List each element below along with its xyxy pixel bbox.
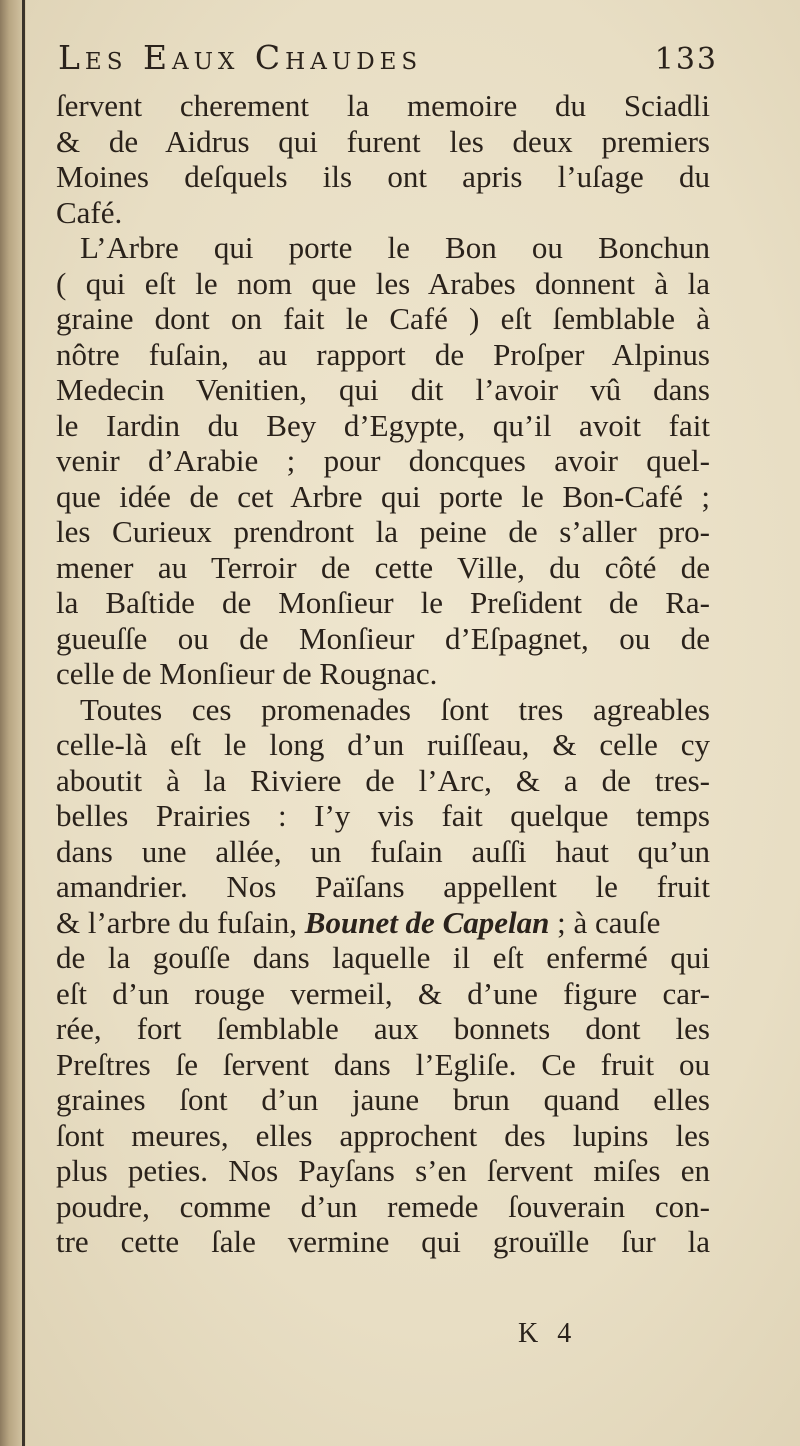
text-line: Moines deſquels ils ont apris l’uſage du — [56, 159, 710, 194]
text-line: la Baſtide de Monſieur le Preſident de Ra- — [56, 585, 710, 620]
text-line: rée, fort ſemblable aux bonnets dont les — [56, 1011, 710, 1046]
text-segment: ; à cauſe — [557, 904, 661, 940]
text-line-mixed — [56, 905, 710, 941]
text-segment: & l’arbre du fuſain, — [56, 904, 298, 940]
text-line: amandrier. Nos Païſans appellent le fruit — [56, 869, 710, 904]
text-line: & de Aidrus qui furent les deux premiers — [56, 123, 710, 159]
text-line: Café. — [56, 194, 123, 230]
text-line: gueuſſe ou de Monſieur d’Eſpagnet, ou de — [56, 620, 710, 656]
text-line: graine dont on fait le Café ) eſt ſemblable à — [56, 301, 710, 336]
signature-mark: K 4 — [518, 1318, 578, 1349]
text-line: les Curieux prendront la peine de s’aller pro- — [56, 514, 710, 549]
text-line: ſont meures, elles approchent des lupins les — [56, 1117, 710, 1153]
text-line: ( qui eſt le nom que les Arabes donnent à la — [56, 265, 710, 301]
binding-edge — [22, 0, 25, 1446]
text-line: nôtre fuſain, au rapport de Proſper Alpinus — [56, 336, 710, 372]
text-line: Medecin Venitien, qui dit l’avoir vû dans — [56, 372, 710, 407]
text-line: L’Arbre qui porte le Bon ou Bonchun — [80, 230, 710, 265]
text-line: celle de Monſieur de Rougnac. — [56, 656, 438, 691]
text-line: ſervent cherement la memoire du Sciadli — [56, 88, 710, 123]
text-line: le Iardin du Bey d’Egypte, qu’il avoit fait — [56, 407, 710, 443]
page-number: 133 — [654, 42, 718, 77]
text-line: aboutit à la Riviere de l’Arc, & a de tres- — [56, 762, 710, 798]
text-line: venir d’Arabie ; pour doncques avoir quel- — [56, 443, 710, 478]
running-title: Les Eaux Chaudes — [58, 38, 423, 77]
text-line: poudre, comme d’un remede ſouverain con- — [56, 1188, 710, 1224]
italic-term: Bounet de Capelan — [304, 904, 550, 940]
text-line: belles Prairies : I’y vis fait quelque temps — [56, 798, 710, 833]
text-line: de la gouſſe dans laquelle il eſt enfermé qui — [56, 940, 710, 975]
text-line: graines ſont d’un jaune brun quand elles — [56, 1082, 710, 1117]
text-line: Toutes ces promenades ſont tres agreables — [80, 691, 710, 727]
body-text — [56, 88, 710, 1260]
text-line: eſt d’un rouge vermeil, & d’une figure car- — [56, 975, 710, 1011]
running-header — [58, 38, 718, 88]
text-line: celle-là eſt le long d’un ruiſſeau, & celle cy — [56, 727, 710, 762]
text-line: mener au Terroir de cette Ville, du côté de — [56, 549, 710, 585]
text-line: Preſtres ſe ſervent dans l’Egliſe. Ce fruit ou — [56, 1046, 710, 1082]
text-line: dans une allée, un fuſain auſſi haut qu’un — [56, 833, 710, 869]
text-line: plus peties. Nos Payſans s’en ſervent miſes en — [56, 1153, 710, 1188]
text-line: tre cette ſale vermine qui grouïlle ſur la — [56, 1224, 710, 1259]
text-line: que idée de cet Arbre qui porte le Bon-Café ; — [56, 478, 710, 514]
